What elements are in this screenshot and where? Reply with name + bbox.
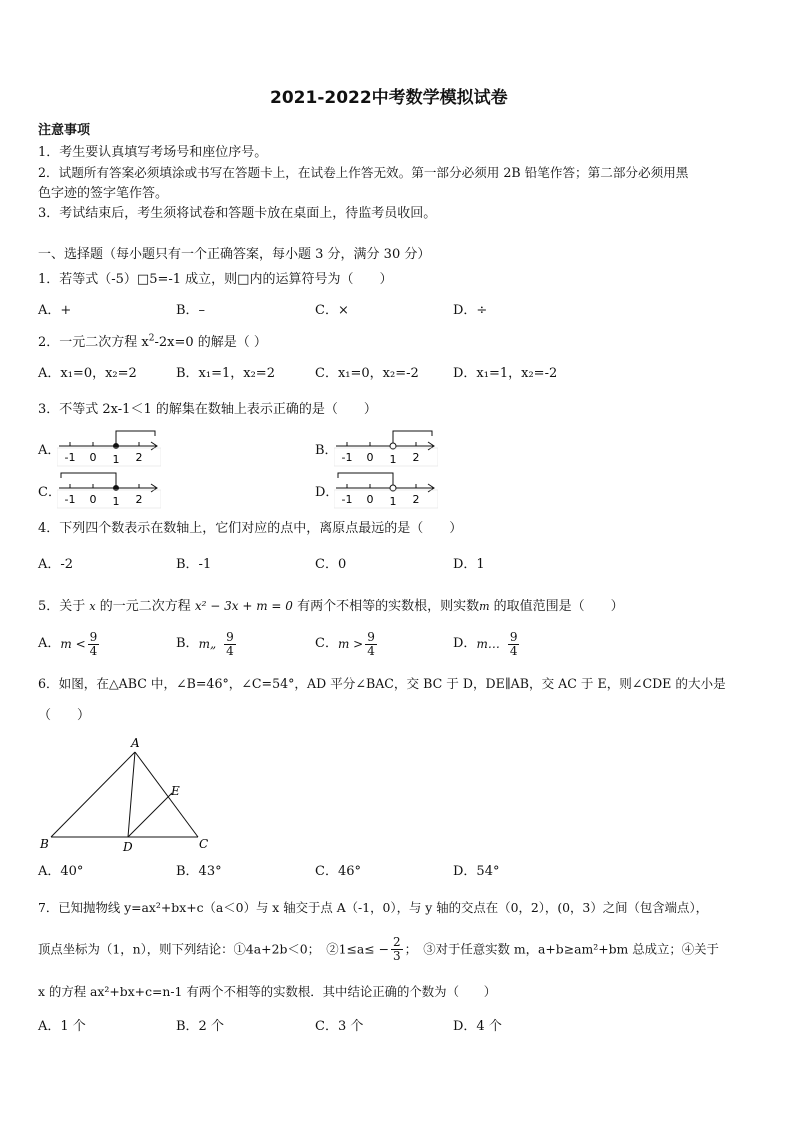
q3-numberline-a [57,428,161,468]
q3d-tick--1: -1 [341,493,353,506]
q6-option-d: D．54° [453,864,500,879]
q3-option-a: A． [38,443,61,458]
q7-frac-num: 2 [392,935,401,950]
segment-ad [128,752,135,837]
q5-d-den: 4 [509,643,518,658]
q7-line-3: x 的方程 ax²+bx+c=n-1 有两个不相等的实数根．其中结论正确的个数为（ ） [38,984,497,999]
q7-line-2-pre: 顶点坐标为（1，n），则下列结论：①4a+2b＜0； ②1≤a≤ − [38,941,389,957]
q3b-tick-0: 0 [366,451,374,464]
notice-line-2b: 色字迹的签字笔作答。 [38,186,169,201]
label-d: D [123,840,133,854]
q5-b-den: 4 [226,643,234,658]
q3d-tick-2: 2 [412,493,420,506]
q1-option-a: A．+ [38,303,72,318]
q4-option-d: D．1 [453,557,485,572]
q3-option-c: C． [38,485,61,500]
q5-option-b-label: B． [176,636,199,652]
q5-stem [38,600,624,613]
q3-numberline-c [57,470,161,510]
q2-option-a: A．x₁=0，x₂=2 [38,366,137,381]
q4-option-b: B．-1 [176,557,212,572]
q5-option-a-expr: m < [60,637,86,652]
q4-option-c: C．0 [315,557,347,572]
q2-stem-pre: 2．一元二次方程 x [38,335,149,350]
q5-option-a-fraction [88,631,100,657]
q3-numberline-b [334,428,438,468]
q6-stem-2: （ ） [38,708,91,723]
notice-line-1: 1．考生要认真填写考场号和座位序号。 [38,145,268,160]
q6-option-c: C．46° [315,864,361,879]
q5-c-den: 4 [367,643,375,658]
q5-option-d [453,631,521,657]
q5-option-b-expr: m„ [198,637,217,652]
q3c-tick-0: 0 [89,493,97,506]
q7-fraction [391,936,403,962]
q5-stem-mid: 的一元二次方程 [95,599,195,614]
section-heading: 一、选择题（每小题只有一个正确答案，每小题 3 分，满分 30 分） [38,247,431,262]
q5-option-c [315,631,379,657]
q7-option-a: A．1 个 [38,1019,86,1034]
label-e: E [171,784,180,798]
q5-stem-post: 有两个不相等的实数根，则实数 [292,599,480,614]
q4-stem: 4．下列四个数表示在数轴上，它们对应的点中，离原点最远的是（ ） [38,521,463,536]
q5-option-b [176,631,238,657]
q3a-tick-2: 2 [135,451,143,464]
q5-option-d-label: D． [453,636,477,652]
q4-option-a: A．-2 [38,557,74,572]
q2-option-b: B．x₁=1，x₂=2 [176,366,275,381]
q3a-tick-0: 0 [89,451,97,464]
q2-stem [38,333,267,350]
q5-option-a-label: A． [38,636,61,652]
q6-stem: 6．如图，在△ABC 中，∠B=46°，∠C=54°，AD 平分∠BAC，交 BC 于 D，DE∥AB，交 AC 于 E，则∠CDE 的大小是 [38,676,726,691]
q3b-tick-2: 2 [412,451,420,464]
q1-stem: 1．若等式（-5）□5=-1 成立，则□内的运算符号为（ ） [38,272,393,287]
q1-option-b: B．– [176,303,206,318]
q5-option-c-label: C． [315,636,338,652]
notice-heading: 注意事项 [38,123,91,138]
q2-stem-post: -2x=0 的解是（ ） [154,335,267,350]
q3-numberline-d [334,470,438,510]
q5-b-num: 9 [226,630,234,644]
q3a-tick--1: -1 [64,451,76,464]
q6-option-a: A．40° [38,864,84,879]
notice-line-3: 3．考试结束后，考生须将试卷和答题卡放在桌面上，待监考员收回。 [38,206,437,221]
q5-stem-eq: x² − 3x + m = 0 [194,599,293,613]
q5-option-c-fraction [365,631,377,657]
side-ac [135,752,198,837]
q3a-tick-1: 1 [112,453,120,466]
q7-line-1: 7．已知抛物线 y=ax²+bx+c（a＜0）与 x 轴交于点 A（-1，0），与 y 轴的交点在（0，2），(0，3）之间（包含端点）， [38,900,709,915]
q2-option-c: C．x₁=0，x₂=-2 [315,366,419,381]
q7-option-c: C．3 个 [315,1019,364,1034]
q5-option-b-fraction [224,631,236,657]
q1-option-c: C．× [315,303,349,318]
q5-option-a [38,631,101,657]
q5-option-d-fraction [508,631,520,657]
q6-option-b: B．43° [176,864,222,879]
q5-option-c-expr: m > [337,637,364,652]
label-a: A [131,736,140,750]
q7-line-2 [38,934,719,965]
q3-option-b: B． [315,443,338,458]
notice-line-2a: 2．试题所有答案必须填涂或书写在答题卡上，在试卷上作答无效。第一部分必须用 2B 铅笔作答；第二部分必须用黑 [38,165,689,180]
q7-frac-den: 3 [392,949,401,963]
q5-a-den: 4 [89,643,98,658]
q5-stem-m: m [479,600,490,613]
side-ab [51,752,135,837]
q2-option-d: D．x₁=1，x₂=-2 [453,366,558,381]
q1-option-d: D．÷ [453,303,488,318]
q3d-tick-1: 1 [389,495,397,508]
label-b: B [40,837,49,851]
q6-triangle-figure [34,733,224,855]
q3c-tick--1: -1 [64,493,76,506]
q3c-tick-1: 1 [112,495,120,508]
q5-c-num: 9 [367,630,375,644]
q3-option-d: D． [315,485,339,500]
q7-option-d: D．4 个 [453,1019,502,1034]
q5-stem-pre: 5．关于 [38,599,90,614]
q3c-tick-2: 2 [135,493,143,506]
q7-option-b: B．2 个 [176,1019,224,1034]
q3b-tick--1: -1 [341,451,353,464]
q5-a-num: 9 [89,630,98,644]
segment-de [128,793,172,837]
q2-stem-sup: 2 [148,333,155,344]
q5-stem-end: 的取值范围是（ ） [489,599,624,614]
q3-stem: 3．不等式 2x-1＜1 的解集在数轴上表示正确的是（ ） [38,402,377,417]
q3b-tick-1: 1 [389,453,397,466]
q5-stem-x: x [89,600,96,613]
page-title: 2021-2022中考数学模拟试卷 [270,88,508,108]
label-c: C [199,837,209,851]
q3d-tick-0: 0 [366,493,374,506]
q5-d-num: 9 [509,630,518,644]
q5-option-d-expr: m… [476,637,500,652]
q7-line-2-post: ； ③对于任意实数 m，a+b≥am²+bm 总成立；④关于 [404,941,719,957]
